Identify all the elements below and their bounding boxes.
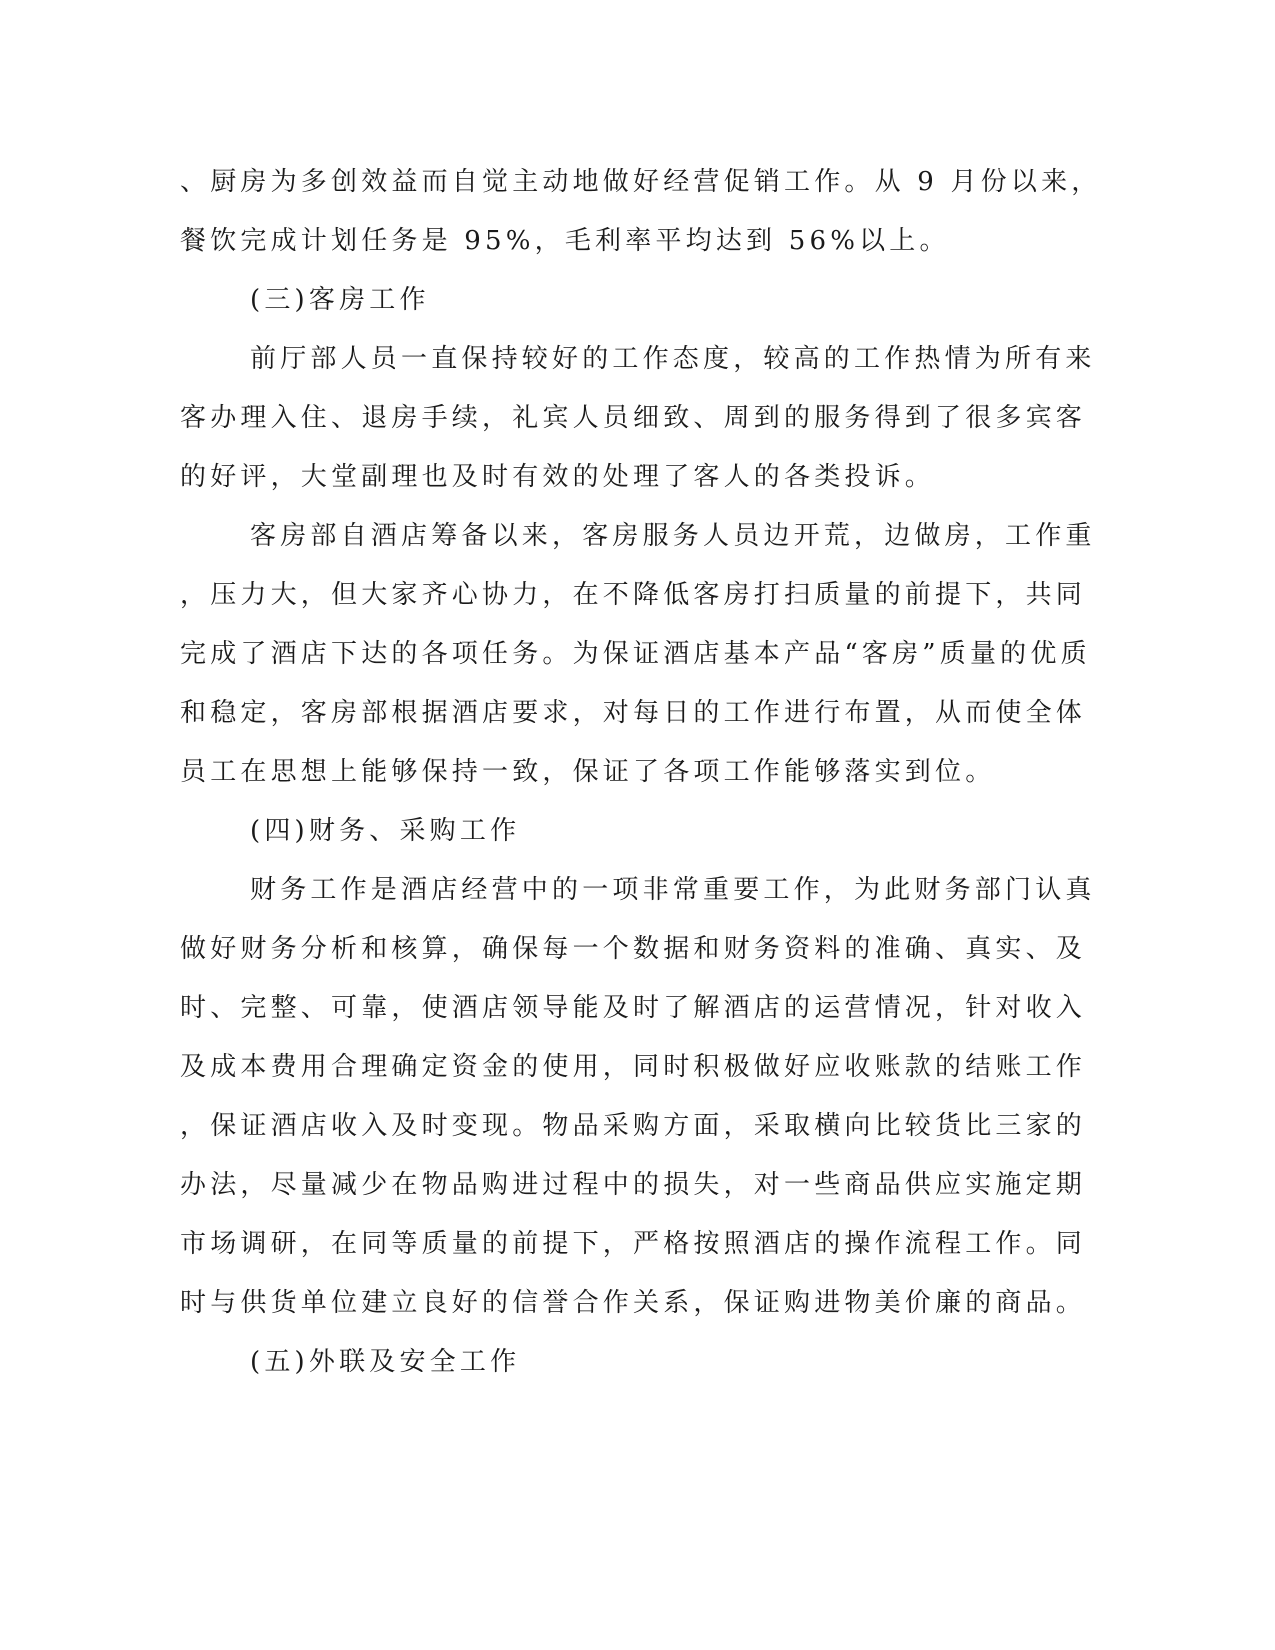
paragraph-line: 市场调研，在同等质量的前提下，严格按照酒店的操作流程工作。同 — [180, 1229, 1087, 1259]
paragraph-line: 客房部自酒店筹备以来，客房服务人员边开荒，边做房，工作重 — [250, 521, 1096, 551]
paragraph-line: 完成了酒店下达的各项任务。为保证酒店基本产品“客房”质量的优质 — [180, 639, 1091, 669]
section-heading: (四)财务、采购工作 — [250, 816, 521, 846]
paragraph-line: 客办理入住、退房手续，礼宾人员细致、周到的服务得到了很多宾客 — [180, 403, 1087, 433]
paragraph-line: ，压力大，但大家齐心协力，在不降低客房打扫质量的前提下，共同 — [180, 580, 1087, 610]
paragraph-line: 和稳定，客房部根据酒店要求，对每日的工作进行布置，从而使全体 — [180, 698, 1087, 728]
paragraph-line: 餐饮完成计划任务是 95%，毛利率平均达到 56%以上。 — [180, 226, 950, 256]
paragraph-line: 员工在思想上能够保持一致，保证了各项工作能够落实到位。 — [180, 757, 996, 787]
paragraph-line: 前厅部人员一直保持较好的工作态度，较高的工作热情为所有来 — [250, 344, 1096, 374]
paragraph-line: 办法，尽量减少在物品购进过程中的损失，对一些商品供应实施定期 — [180, 1170, 1087, 1200]
section-heading: (五)外联及安全工作 — [250, 1347, 521, 1377]
paragraph-line: 、厨房为多创效益而自觉主动地做好经营促销工作。从 9 月份以来， — [180, 167, 1102, 197]
paragraph-line: 及成本费用合理确定资金的使用，同时积极做好应收账款的结账工作 — [180, 1052, 1087, 1082]
paragraph-line: 财务工作是酒店经营中的一项非常重要工作，为此财务部门认真 — [250, 875, 1096, 905]
paragraph-line: 时、完整、可靠，使酒店领导能及时了解酒店的运营情况，针对收入 — [180, 993, 1087, 1023]
paragraph-line: 做好财务分析和核算，确保每一个数据和财务资料的准确、真实、及 — [180, 934, 1087, 964]
paragraph-line: ，保证酒店收入及时变现。物品采购方面，采取横向比较货比三家的 — [180, 1111, 1087, 1141]
paragraph-line: 时与供货单位建立良好的信誉合作关系，保证购进物美价廉的商品。 — [180, 1288, 1087, 1318]
section-heading: (三)客房工作 — [250, 285, 430, 315]
paragraph-line: 的好评，大堂副理也及时有效的处理了客人的各类投诉。 — [180, 462, 936, 492]
